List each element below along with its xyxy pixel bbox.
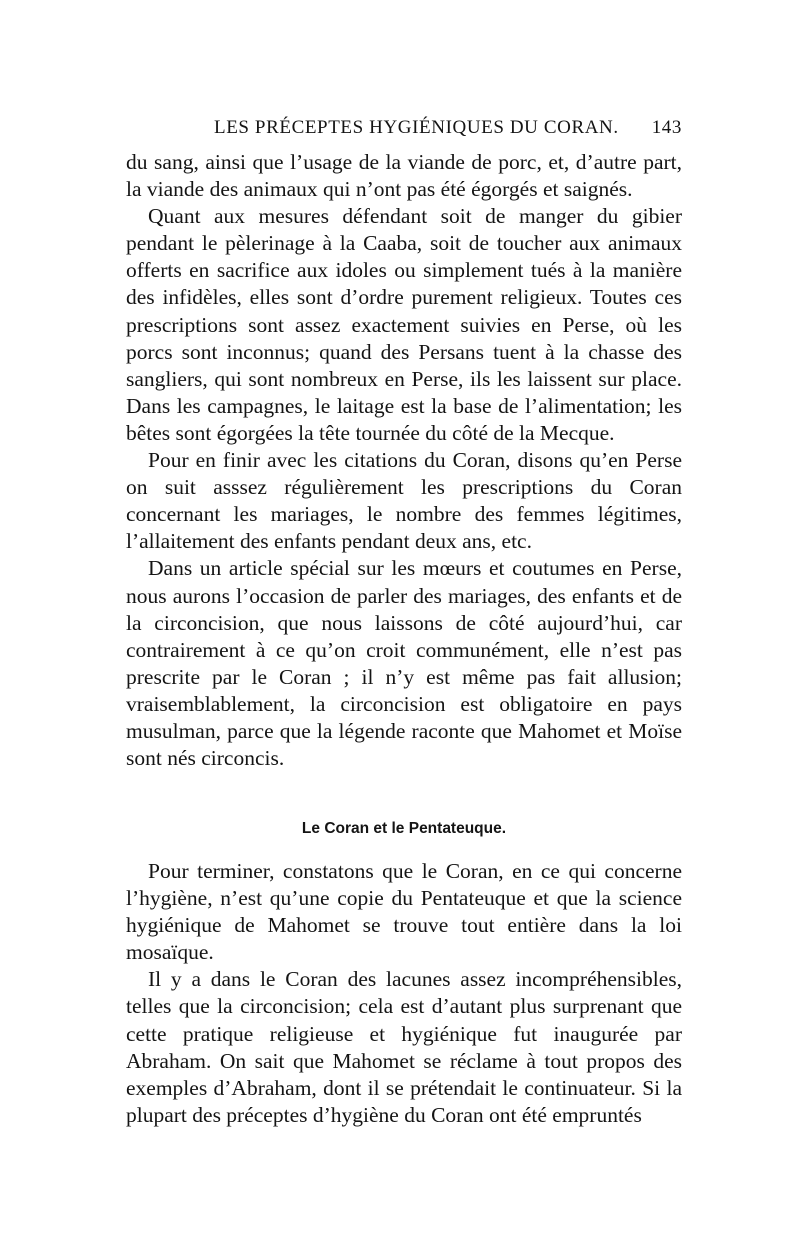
paragraph: Dans un article spécial sur les mœurs et coutumes en Perse, nous aurons l’occasion de parler des mariages, des enfants et de la circoncision, que nous laissons de côté aujourd’hui, car contrairement à ce qu’on croit communément, elle n’est pas prescrite par le Coran ; il n’y est même pas fait allusion; vraisemblablement, la circoncision est obligatoire en pays musulman, parce que la légende raconte que Mahomet et Moïse sont nés circoncis.	[126, 556, 682, 771]
paragraph: Il y a dans le Coran des lacunes assez incompréhensibles, telles que la circoncision; cela est d’autant plus surprenant que cette pratique religieuse et hygiénique fut inaugurée par Abraham. On sait que Mahomet se réclame à tout propos des exemples d’Abraham, dont il se prétendait le continuateur. Si la plupart des préceptes d’hygiène du Coran ont été empruntés	[126, 967, 682, 1127]
body-text-lower	[126, 858, 682, 1129]
paragraph-continuation: du sang, ainsi que l’usage de la viande de porc, et, d’autre part, la viande des animaux qui n’ont pas été égorgés et saignés.	[126, 150, 682, 202]
page-number: 143	[651, 117, 682, 138]
running-title: LES PRÉCEPTES HYGIÉNIQUES DU CORAN.	[214, 117, 619, 138]
section-heading: Le Coran et le Pentateuque.	[301, 820, 507, 837]
running-head	[126, 117, 682, 141]
paragraph: Pour en finir avec les citations du Coran, disons qu’en Perse on suit asssez régulièrement les prescriptions du Coran concernant les mariages, le nombre des femmes légitimes, l’allaitement des enfants pendant deux ans, etc.	[126, 448, 682, 554]
body-text-upper	[126, 149, 682, 772]
paragraph: Quant aux mesures défendant soit de manger du gibier pendant le pèlerinage à la Caaba, soit de toucher aux animaux offerts en sacrifice aux idoles ou simplement tués à la manière des infidèles, elles sont d’ordre purement religieux. Toutes ces prescriptions sont assez exactement suivies en Perse, où les porcs sont inconnus; quand des Persans tuent à la chasse des sangliers, qui sont nombreux en Perse, ils les laissent sur place. Dans les campagnes, le laitage est la base de l’alimentation; les bêtes sont égorgées la tête tournée du côté de la Mecque.	[126, 204, 682, 445]
paragraph: Pour terminer, constatons que le Coran, en ce qui concerne l’hygiène, n’est qu’une copie du Pentateuque et que la science hygiénique de Mahomet se trouve tout entière dans la loi mosaïque.	[126, 859, 682, 965]
